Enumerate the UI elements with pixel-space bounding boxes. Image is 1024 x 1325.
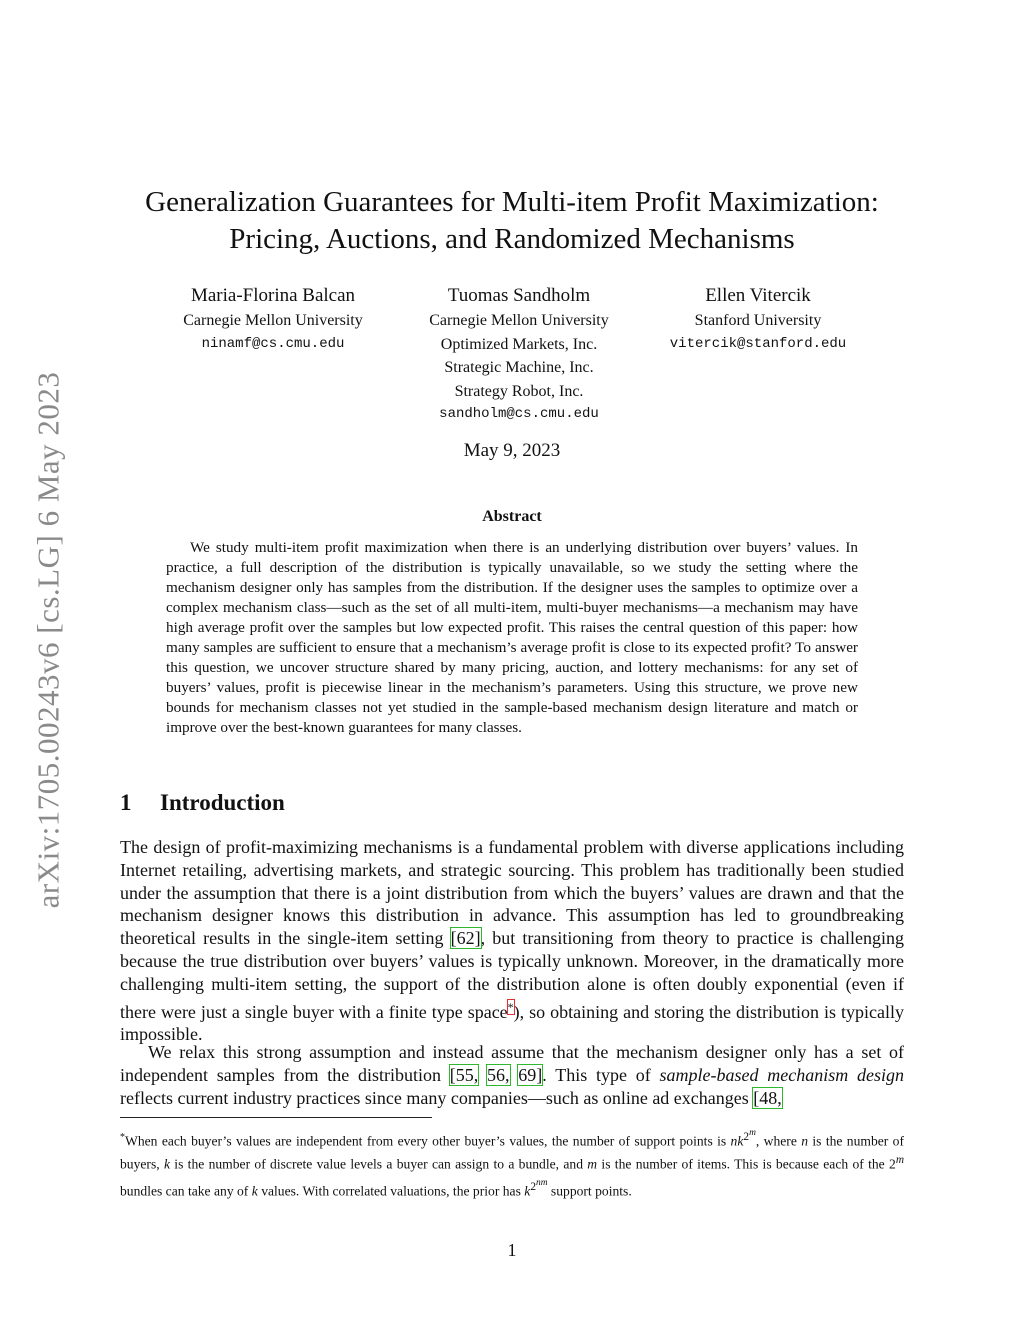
author-name: Ellen Vitercik [705,285,811,306]
author-affiliation: Carnegie Mellon University [429,312,609,329]
paper-title [0,184,1024,258]
abstract-heading: Abstract [482,508,542,525]
section-title: Introduction [160,790,285,815]
author-affiliation: Strategy Robot, Inc. [454,382,584,400]
section-number: 1 [120,790,132,815]
author-email[interactable]: vitercik@stanford.edu [669,335,847,352]
author-block [0,283,1024,423]
arxiv-id: arXiv:1705.00243v6 [cs.LG] 6 May 2023 [30,371,65,909]
abstract-text: We study multi-item profit maximization when there is an underlying distribution over buyers’ values. In practice, a full description of the distribution is typically unavailable, so we study the setting where the mechanism designer only has samples from the distribution. If the designer uses the samples to optimize over a complex mechanism class—such as the set of all multi-item, multi-buyer mechanisms—a mechanism may have high average profit over the samples but low expected profit. This raises the central question of this paper: how many samples are sufficient to ensure that a mechanism’s average profit is close to its expected profit? To answer this question, we uncover structure shared by many pricing, auction, and lottery mechanisms: for any set of buyers’ values, profit is piecewise linear in the mechanism’s parameters. Using this structure, we prove new bounds for mechanism classes not yet studied in the sample-based mechanism design literature and match or improve over the best-known guarantees for many classes. [166,539,858,736]
citation-link[interactable]: 56, [487,1064,510,1085]
author-sandholm [396,283,642,427]
footnote-rule [120,1117,432,1118]
author-name: Maria-Florina Balcan [190,285,356,306]
page-number: 1 [507,1240,517,1260]
paper-date: May 9, 2023 [463,440,561,461]
intro-paragraph-1: The design of profit-maximizing mechanisms is a fundamental problem with diverse applications including Internet retailing, advertising markets, and strategic sourcing. This problem has traditionally been studied under the assumption that there is a joint distribution from which the buyers’ values are drawn and that the mechanism designer knows this distribution in advance. This assumption has led to groundbreaking theoretical results in the single-item setting [62], but transitioning from theory to practice is challenging because the true distribution over buyers’ values is typically unknown. Moreover, in the dramatically more challenging multi-item setting, the support of the distribution alone is often doubly exponential (even if there were just a single buyer with a finite type space*), so obtaining and storing the distribution is typically impossible. [120,837,904,1045]
author-affiliation: Optimized Markets, Inc. [440,335,598,353]
section-heading [120,790,285,816]
intro-paragraph-2: We relax this strong assumption and instead assume that the mechanism designer only has a set of independent samples from the distribution [55, 56, 69]. This type of sample-based mechanism design reflects current industry practices since many companies—such as online ad exchanges [48, [120,1042,904,1108]
citation-link[interactable]: [62] [450,928,481,949]
author-balcan [150,283,396,356]
citation-link[interactable]: 69] [518,1064,543,1085]
arxiv-watermark [28,350,68,930]
author-affiliation: Stanford University [694,312,822,329]
citation-link[interactable]: [48, [753,1087,782,1108]
author-email[interactable]: sandholm@cs.cmu.edu [439,406,599,422]
author-vitercik [640,283,876,356]
author-affiliation: Carnegie Mellon University [183,312,363,329]
title-line-1: Generalization Guarantees for Multi-item Profit Maximization: [145,186,879,218]
author-name: Tuomas Sandholm [447,285,591,306]
footnote-ref-link[interactable]: * [507,999,514,1014]
author-email[interactable]: ninamf@cs.cmu.edu [201,335,345,352]
title-line-2: Pricing, Auctions, and Randomized Mechanisms [229,223,795,255]
citation-link[interactable]: [55, [449,1064,479,1085]
author-affiliation: Strategic Machine, Inc. [444,359,594,376]
footnote: *When each buyer’s values are independent from every other buyer’s values, the number of support points is $nk^{2^m}$, where n is the number of buyers, k is the number of discrete value levels a buyer can assign to a bundle, and m is the number of items. This is because each of the 2$^m$ bundles can take any of k values. With correlated valuations, the prior has $k^{2^{nm}}$ support points. [120,1128,905,1199]
